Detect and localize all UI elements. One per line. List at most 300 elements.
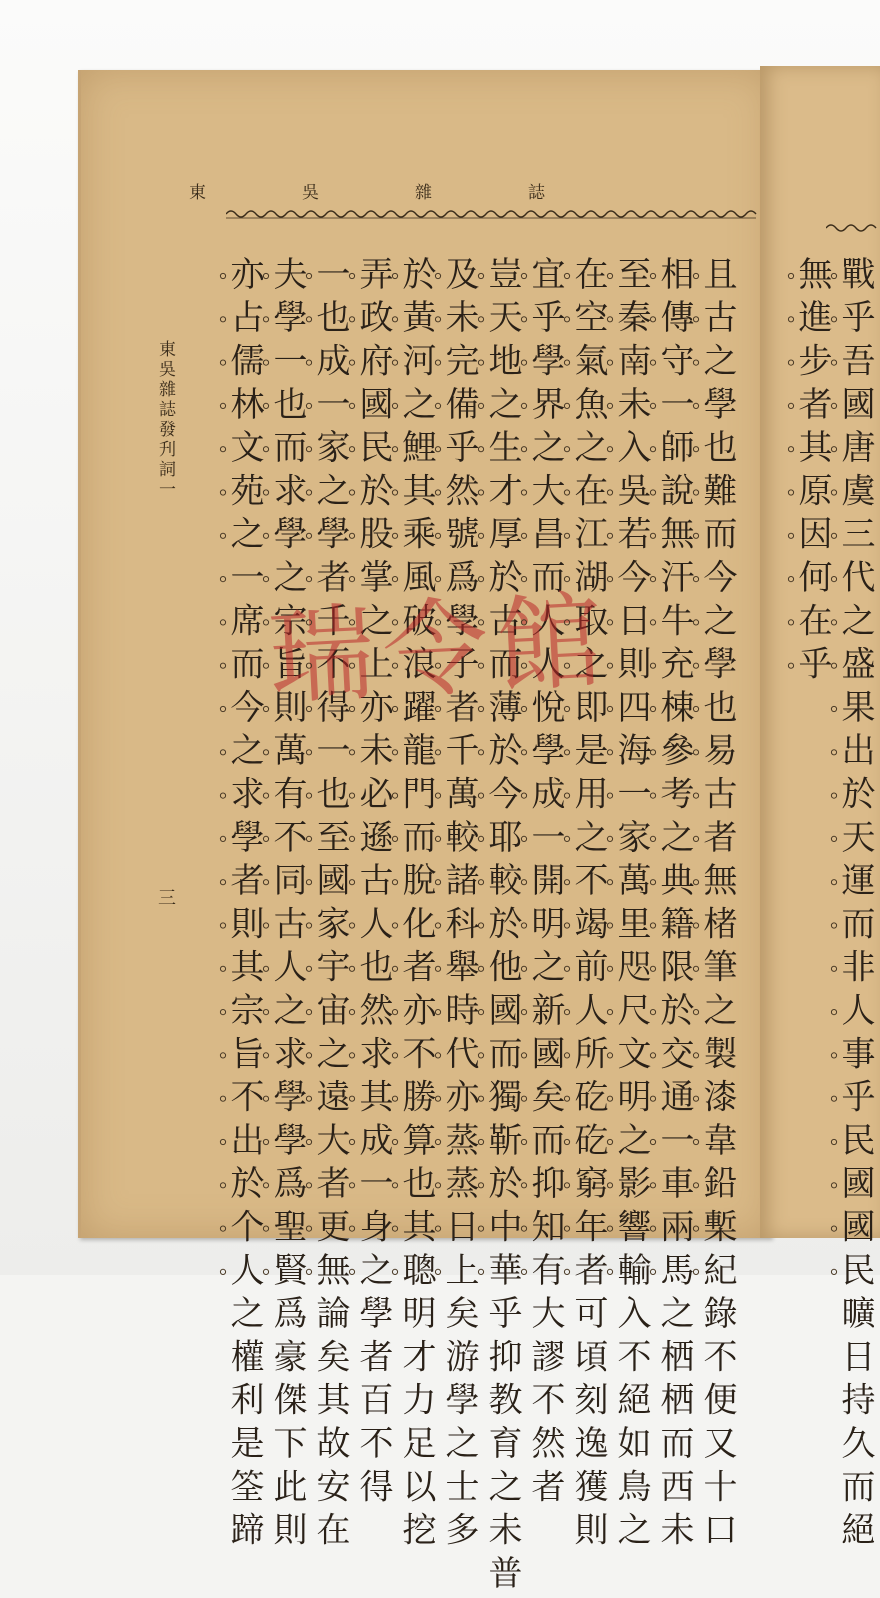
emphasis-dot [607, 1053, 612, 1058]
emphasis-dot [478, 620, 483, 625]
emphasis-dot [831, 836, 836, 841]
emphasis-dot [392, 1226, 397, 1231]
emphasis-dot [693, 1269, 698, 1274]
emphasis-dot [521, 1139, 526, 1144]
emphasis-dot [478, 1096, 483, 1101]
emphasis-dot [831, 663, 836, 668]
emphasis-dot [650, 923, 655, 928]
emphasis-dot [306, 577, 311, 582]
emphasis-dot [693, 273, 698, 278]
emphasis-dot [306, 533, 311, 538]
emphasis-dot [306, 360, 311, 365]
emphasis-dot [263, 620, 268, 625]
emphasis-dot [220, 490, 225, 495]
emphasis-dot [263, 490, 268, 495]
emphasis-dot [693, 577, 698, 582]
emphasis-dot [306, 1269, 311, 1274]
emphasis-dot [349, 490, 354, 495]
emphasis-dot [831, 966, 836, 971]
emphasis-dot [435, 750, 440, 755]
emphasis-dot [306, 273, 311, 278]
emphasis-dot [478, 1139, 483, 1144]
emphasis-dot [306, 490, 311, 495]
emphasis-dot [435, 577, 440, 582]
emphasis-dot [788, 490, 793, 495]
emphasis-dot [435, 403, 440, 408]
emphasis-dot [220, 1053, 225, 1058]
emphasis-dot [392, 533, 397, 538]
emphasis-dot [521, 533, 526, 538]
emphasis-dot [831, 1139, 836, 1144]
emphasis-dot [693, 1226, 698, 1231]
emphasis-dot [521, 1226, 526, 1231]
emphasis-dot [349, 836, 354, 841]
emphasis-dot [263, 1139, 268, 1144]
emphasis-dot [693, 966, 698, 971]
emphasis-dot [788, 447, 793, 452]
emphasis-dot [650, 793, 655, 798]
emphasis-dot [788, 620, 793, 625]
emphasis-dot [607, 317, 612, 322]
emphasis-dot [435, 793, 440, 798]
emphasis-dot [478, 1183, 483, 1188]
text-column: 及未完備乎然號爲學子者千萬較諸科舉時代亦蒸蒸日上矣游學之士多 [439, 256, 479, 1555]
emphasis-dot [650, 620, 655, 625]
emphasis-dot [392, 706, 397, 711]
emphasis-dot [435, 880, 440, 885]
emphasis-dot [435, 1010, 440, 1015]
emphasis-dot [831, 923, 836, 928]
emphasis-dot [521, 966, 526, 971]
emphasis-dot [349, 360, 354, 365]
emphasis-dot [831, 1010, 836, 1015]
emphasis-dot [435, 490, 440, 495]
emphasis-dot [392, 577, 397, 582]
emphasis-dot [693, 1139, 698, 1144]
emphasis-dot [435, 966, 440, 971]
emphasis-dot [607, 1269, 612, 1274]
emphasis-dot [693, 1096, 698, 1101]
emphasis-dot [607, 490, 612, 495]
emphasis-dot [650, 1139, 655, 1144]
text-column: 至秦南未入吳若今日則四海一家萬里咫尺文明之影響輸入不絕如鳥之 [611, 256, 651, 1555]
emphasis-dot [607, 620, 612, 625]
emphasis-dot [220, 966, 225, 971]
emphasis-dot [306, 1053, 311, 1058]
emphasis-dot [392, 1139, 397, 1144]
emphasis-dot [349, 577, 354, 582]
emphasis-dot [607, 1139, 612, 1144]
emphasis-dot [564, 1010, 569, 1015]
emphasis-dot [788, 403, 793, 408]
emphasis-dot [693, 836, 698, 841]
emphasis-dot [478, 706, 483, 711]
emphasis-dot [521, 1269, 526, 1274]
emphasis-dot [831, 1096, 836, 1101]
emphasis-dot [478, 360, 483, 365]
emphasis-dot [693, 793, 698, 798]
emphasis-dot [564, 403, 569, 408]
text-column: 弄政府國民於股掌之上亦未必遜古人也然求其成一身之學者百不得 [353, 256, 393, 1512]
emphasis-dot [263, 793, 268, 798]
emphasis-dot [435, 533, 440, 538]
emphasis-dot [220, 447, 225, 452]
emphasis-dot [607, 1010, 612, 1015]
emphasis-dot [392, 663, 397, 668]
margin-title: 東吳雜誌發刋詞一 [155, 340, 175, 500]
emphasis-dot [349, 663, 354, 668]
emphasis-dot [220, 403, 225, 408]
emphasis-dot [564, 1269, 569, 1274]
emphasis-dot [263, 923, 268, 928]
emphasis-dot [831, 317, 836, 322]
emphasis-dot [650, 403, 655, 408]
emphasis-dot [831, 273, 836, 278]
emphasis-dot [693, 403, 698, 408]
emphasis-dot [693, 490, 698, 495]
emphasis-dot [263, 403, 268, 408]
emphasis-dot [220, 577, 225, 582]
emphasis-dot [607, 403, 612, 408]
emphasis-dot [392, 490, 397, 495]
emphasis-dot [607, 793, 612, 798]
emphasis-dot [564, 663, 569, 668]
emphasis-dot [306, 793, 311, 798]
emphasis-dot [392, 793, 397, 798]
emphasis-dot [564, 620, 569, 625]
emphasis-dot [521, 836, 526, 841]
emphasis-dot [650, 273, 655, 278]
emphasis-dot [263, 1226, 268, 1231]
emphasis-dot [220, 880, 225, 885]
emphasis-dot [306, 836, 311, 841]
emphasis-dot [831, 1269, 836, 1274]
emphasis-dot [392, 1183, 397, 1188]
emphasis-dot [521, 273, 526, 278]
emphasis-dot [831, 1053, 836, 1058]
emphasis-dot [220, 663, 225, 668]
emphasis-dot [349, 447, 354, 452]
emphasis-dot [349, 403, 354, 408]
emphasis-dot [435, 1183, 440, 1188]
emphasis-dot [392, 1053, 397, 1058]
emphasis-dot [693, 317, 698, 322]
emphasis-dot [349, 273, 354, 278]
emphasis-dot [263, 966, 268, 971]
emphasis-dot [607, 880, 612, 885]
emphasis-dot [607, 1183, 612, 1188]
emphasis-dot [435, 273, 440, 278]
emphasis-dot [478, 793, 483, 798]
emphasis-dot [263, 1269, 268, 1274]
emphasis-dot [435, 317, 440, 322]
emphasis-dot [831, 750, 836, 755]
text-column: 相傳守一師說無汗牛充棟參考之典籍限於交通一車兩馬之栖栖而西未 [654, 256, 694, 1555]
emphasis-dot [564, 923, 569, 928]
emphasis-dot [435, 663, 440, 668]
emphasis-dot [788, 663, 793, 668]
emphasis-dot [306, 1139, 311, 1144]
emphasis-dot [788, 273, 793, 278]
emphasis-dot [607, 706, 612, 711]
emphasis-dot [650, 317, 655, 322]
emphasis-dot [693, 1053, 698, 1058]
emphasis-dot [521, 317, 526, 322]
emphasis-dot [478, 923, 483, 928]
text-column: 亦占儒林文苑之一席而今之求學者則其宗旨不出於个人之權利是筌蹄 [224, 256, 264, 1555]
emphasis-dot [693, 880, 698, 885]
emphasis-dot [478, 317, 483, 322]
emphasis-dot [220, 750, 225, 755]
emphasis-dot [435, 923, 440, 928]
emphasis-dot [263, 577, 268, 582]
emphasis-dot [306, 880, 311, 885]
emphasis-dot [607, 663, 612, 668]
emphasis-dot [220, 923, 225, 928]
emphasis-dot [607, 447, 612, 452]
emphasis-dot [521, 577, 526, 582]
emphasis-dot [521, 1096, 526, 1101]
emphasis-dot [693, 533, 698, 538]
emphasis-dot [564, 880, 569, 885]
emphasis-dot [220, 836, 225, 841]
emphasis-dot [831, 706, 836, 711]
emphasis-dot [435, 1139, 440, 1144]
emphasis-dot [788, 533, 793, 538]
emphasis-dot [831, 490, 836, 495]
emphasis-dot [478, 750, 483, 755]
emphasis-dot [693, 923, 698, 928]
emphasis-dot [220, 1010, 225, 1015]
emphasis-dot [564, 750, 569, 755]
emphasis-dot [349, 706, 354, 711]
emphasis-dot [263, 836, 268, 841]
emphasis-dot [564, 273, 569, 278]
emphasis-dot [349, 923, 354, 928]
emphasis-dot [392, 273, 397, 278]
emphasis-dot [607, 966, 612, 971]
emphasis-dot [306, 1096, 311, 1101]
emphasis-dot [607, 1226, 612, 1231]
emphasis-dot [831, 533, 836, 538]
emphasis-dot [392, 1010, 397, 1015]
emphasis-dot [349, 1269, 354, 1274]
emphasis-dot [349, 1053, 354, 1058]
emphasis-dot [306, 966, 311, 971]
emphasis-dot [521, 880, 526, 885]
emphasis-dot [263, 663, 268, 668]
emphasis-dot [263, 880, 268, 885]
emphasis-dot [392, 750, 397, 755]
page-number: 三 [155, 888, 176, 906]
emphasis-dot [650, 880, 655, 885]
emphasis-dot [650, 663, 655, 668]
emphasis-dot [607, 577, 612, 582]
emphasis-dot [349, 620, 354, 625]
emphasis-dot [263, 360, 268, 365]
emphasis-dot [693, 620, 698, 625]
emphasis-dot [263, 1010, 268, 1015]
emphasis-dot [521, 1053, 526, 1058]
emphasis-dot [650, 1053, 655, 1058]
emphasis-dot [650, 533, 655, 538]
emphasis-dot [564, 533, 569, 538]
emphasis-dot [263, 750, 268, 755]
emphasis-dot [349, 533, 354, 538]
text-column: 宜乎學界之大昌而人人悅學成一開明之新國矣而抑知有大謬不然者 [525, 256, 565, 1512]
emphasis-dot [693, 706, 698, 711]
emphasis-dot [306, 706, 311, 711]
emphasis-dot [349, 1010, 354, 1015]
emphasis-dot [478, 663, 483, 668]
emphasis-dot [263, 706, 268, 711]
emphasis-dot [478, 447, 483, 452]
emphasis-dot [607, 750, 612, 755]
text-column: 在空氣魚之在江湖取之即是用之不竭前人所矻矻窮年者可頃刻逸獲則 [568, 256, 608, 1555]
emphasis-dot [521, 620, 526, 625]
emphasis-dot [349, 966, 354, 971]
library-stamp: 瑞令館 [265, 579, 614, 720]
emphasis-dot [521, 923, 526, 928]
emphasis-dot [220, 1139, 225, 1144]
emphasis-dot [831, 360, 836, 365]
emphasis-dot [392, 923, 397, 928]
emphasis-dot [650, 577, 655, 582]
emphasis-dot [607, 533, 612, 538]
emphasis-dot [349, 1139, 354, 1144]
emphasis-dot [564, 1226, 569, 1231]
emphasis-dot [263, 1096, 268, 1101]
emphasis-dot [306, 620, 311, 625]
emphasis-dot [693, 750, 698, 755]
emphasis-dot [306, 403, 311, 408]
emphasis-dot [478, 1269, 483, 1274]
emphasis-dot [349, 793, 354, 798]
emphasis-dot [263, 533, 268, 538]
emphasis-dot [478, 836, 483, 841]
text-column: 豈天地之生才厚於古而薄於今耶較於他國而獨靳於中華乎抑教育之未普 [482, 256, 522, 1598]
emphasis-dot [650, 1183, 655, 1188]
emphasis-dot [435, 1226, 440, 1231]
emphasis-dot [650, 360, 655, 365]
text-column: 夫學一也而求學之宗旨則萬有不同古人之求學學爲聖賢爲豪傑下此則 [267, 256, 307, 1555]
right-text-column: 無進步者其原因何在乎 [792, 256, 832, 689]
emphasis-dot [306, 317, 311, 322]
emphasis-dot [478, 1010, 483, 1015]
emphasis-dot [392, 360, 397, 365]
emphasis-dot [650, 750, 655, 755]
emphasis-dot [831, 403, 836, 408]
emphasis-dot [650, 966, 655, 971]
emphasis-dot [478, 1226, 483, 1231]
emphasis-dot [220, 1226, 225, 1231]
emphasis-dot [349, 750, 354, 755]
emphasis-dot [564, 1096, 569, 1101]
emphasis-dot [693, 360, 698, 365]
emphasis-dot [263, 1053, 268, 1058]
emphasis-dot [349, 1096, 354, 1101]
emphasis-dot [831, 1183, 836, 1188]
emphasis-dot [220, 317, 225, 322]
emphasis-dot [220, 533, 225, 538]
emphasis-dot [392, 966, 397, 971]
emphasis-dot [392, 1096, 397, 1101]
emphasis-dot [650, 490, 655, 495]
emphasis-dot [564, 966, 569, 971]
emphasis-dot [435, 1053, 440, 1058]
right-text-column: 戰乎吾國唐虞三代之盛果出於天運而非人事乎民國國民曠日持久而絕 [835, 256, 875, 1555]
emphasis-dot [220, 706, 225, 711]
emphasis-dot [220, 620, 225, 625]
emphasis-dot [693, 447, 698, 452]
emphasis-dot [521, 490, 526, 495]
emphasis-dot [650, 836, 655, 841]
emphasis-dot [435, 360, 440, 365]
emphasis-dot [478, 577, 483, 582]
emphasis-dot [521, 403, 526, 408]
emphasis-dot [831, 620, 836, 625]
emphasis-dot [650, 1226, 655, 1231]
emphasis-dot [220, 793, 225, 798]
emphasis-dot [306, 663, 311, 668]
emphasis-dot [349, 880, 354, 885]
emphasis-dot [521, 1010, 526, 1015]
emphasis-dot [521, 447, 526, 452]
emphasis-dot [831, 447, 836, 452]
emphasis-dot [607, 360, 612, 365]
emphasis-dot [478, 490, 483, 495]
emphasis-dot [564, 490, 569, 495]
emphasis-dot [607, 1096, 612, 1101]
emphasis-dot [392, 880, 397, 885]
emphasis-dot [831, 793, 836, 798]
emphasis-dot [263, 1183, 268, 1188]
emphasis-dot [650, 1096, 655, 1101]
text-column: 於黃河之鯉其乘風破浪躍龍門而脫化者亦不勝算也其聰明才力足以挖 [396, 256, 436, 1555]
emphasis-dot [521, 750, 526, 755]
emphasis-dot [788, 317, 793, 322]
emphasis-dot [478, 403, 483, 408]
emphasis-dot [831, 1226, 836, 1231]
emphasis-dot [478, 533, 483, 538]
emphasis-dot [220, 360, 225, 365]
emphasis-dot [435, 1096, 440, 1101]
emphasis-dot [564, 706, 569, 711]
running-header: 東吳雜誌 [189, 183, 641, 203]
emphasis-dot [831, 880, 836, 885]
emphasis-dot [435, 447, 440, 452]
emphasis-dot [693, 663, 698, 668]
emphasis-dot [263, 273, 268, 278]
emphasis-dot [564, 836, 569, 841]
emphasis-dot [650, 1269, 655, 1274]
emphasis-dot [392, 1269, 397, 1274]
emphasis-dot [392, 836, 397, 841]
emphasis-dot [435, 836, 440, 841]
emphasis-dot [306, 1010, 311, 1015]
emphasis-dot [831, 577, 836, 582]
emphasis-dot [220, 1183, 225, 1188]
emphasis-dot [349, 317, 354, 322]
emphasis-dot [263, 317, 268, 322]
emphasis-dot [306, 923, 311, 928]
emphasis-dot [521, 706, 526, 711]
emphasis-dot [263, 447, 268, 452]
emphasis-dot [435, 620, 440, 625]
emphasis-dot [220, 273, 225, 278]
emphasis-dot [478, 273, 483, 278]
emphasis-dot [650, 447, 655, 452]
